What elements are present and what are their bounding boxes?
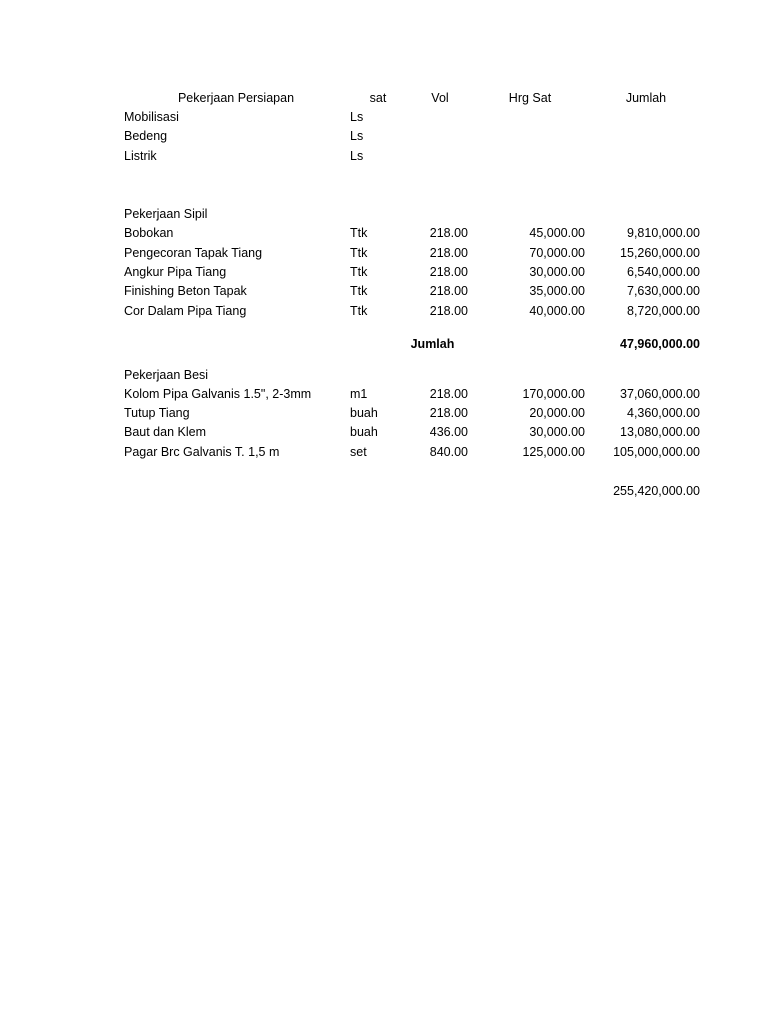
table-row <box>0 423 768 442</box>
item-name: Bobokan <box>124 226 174 240</box>
item-sat: Ls <box>350 110 364 124</box>
table-row <box>0 263 768 282</box>
item-vol: 218.00 <box>429 246 468 260</box>
item-vol: 218.00 <box>429 226 468 240</box>
item-hrg: 30,000.00 <box>529 265 585 279</box>
item-sat: m1 <box>350 387 368 401</box>
item-hrg: 30,000.00 <box>529 425 585 439</box>
item-vol: 218.00 <box>429 304 468 318</box>
section-title-besi <box>0 366 768 385</box>
item-sat: Ttk <box>350 226 368 240</box>
item-name: Mobilisasi <box>124 110 179 124</box>
item-sat: buah <box>350 425 378 439</box>
item-vol: 218.00 <box>429 265 468 279</box>
item-hrg: 20,000.00 <box>529 406 585 420</box>
item-jumlah: 13,080,000.00 <box>620 425 700 439</box>
item-sat: Ls <box>350 149 364 163</box>
item-hrg: 70,000.00 <box>529 246 585 260</box>
item-jumlah: 37,060,000.00 <box>620 387 700 401</box>
item-jumlah: 7,630,000.00 <box>627 284 700 298</box>
header-item: Pekerjaan Persiapan <box>177 91 295 105</box>
item-sat: set <box>350 445 367 459</box>
table-row <box>0 127 768 146</box>
item-name: Bedeng <box>124 129 168 143</box>
section-title: Pekerjaan Sipil <box>124 207 208 221</box>
item-name: Baut dan Klem <box>124 425 206 439</box>
item-jumlah: 15,260,000.00 <box>620 246 700 260</box>
header-jumlah: Jumlah <box>625 91 667 105</box>
item-hrg: 35,000.00 <box>529 284 585 298</box>
item-jumlah: 8,720,000.00 <box>627 304 700 318</box>
item-sat: Ttk <box>350 265 368 279</box>
grand-total-value: 255,420,000.00 <box>613 484 700 498</box>
table-row <box>0 385 768 404</box>
item-vol: 218.00 <box>429 284 468 298</box>
item-hrg: 45,000.00 <box>529 226 585 240</box>
item-name: Angkur Pipa Tiang <box>124 265 227 279</box>
table-row <box>0 302 768 321</box>
subtotal-label: Jumlah <box>410 337 455 351</box>
table-row <box>0 282 768 301</box>
item-sat: buah <box>350 406 378 420</box>
table-row <box>0 443 768 462</box>
item-sat: Ttk <box>350 284 368 298</box>
item-sat: Ttk <box>350 246 368 260</box>
item-vol: 840.00 <box>429 445 468 459</box>
item-jumlah: 9,810,000.00 <box>627 226 700 240</box>
table-row <box>0 244 768 263</box>
subtotal-row <box>0 335 768 354</box>
item-hrg: 170,000.00 <box>522 387 585 401</box>
table-row <box>0 147 768 166</box>
item-sat: Ls <box>350 129 364 143</box>
item-name: Cor Dalam Pipa Tiang <box>124 304 247 318</box>
item-sat: Ttk <box>350 304 368 318</box>
item-name: Listrik <box>124 149 157 163</box>
section-title-sipil <box>0 205 768 224</box>
item-jumlah: 4,360,000.00 <box>627 406 700 420</box>
item-name: Finishing Beton Tapak <box>124 284 247 298</box>
item-hrg: 40,000.00 <box>529 304 585 318</box>
table-row <box>0 404 768 423</box>
item-vol: 218.00 <box>429 406 468 420</box>
header-hrg-sat: Hrg Sat <box>508 91 552 105</box>
item-name: Pengecoran Tapak Tiang <box>124 246 263 260</box>
item-jumlah: 105,000,000.00 <box>613 445 700 459</box>
header-vol: Vol <box>431 91 449 105</box>
table-row <box>0 108 768 127</box>
item-vol: 218.00 <box>429 387 468 401</box>
table-row <box>0 224 768 243</box>
header-row <box>0 89 768 108</box>
grand-total-row <box>0 482 768 501</box>
item-vol: 436.00 <box>429 425 468 439</box>
item-name: Tutup Tiang <box>124 406 190 420</box>
section-title: Pekerjaan Besi <box>124 368 209 382</box>
item-jumlah: 6,540,000.00 <box>627 265 700 279</box>
subtotal-value: 47,960,000.00 <box>620 337 700 351</box>
header-sat: sat <box>369 91 387 105</box>
item-name: Pagar Brc Galvanis T. 1,5 m <box>124 445 280 459</box>
item-name: Kolom Pipa Galvanis 1.5", 2-3mm <box>124 387 312 401</box>
item-hrg: 125,000.00 <box>522 445 585 459</box>
